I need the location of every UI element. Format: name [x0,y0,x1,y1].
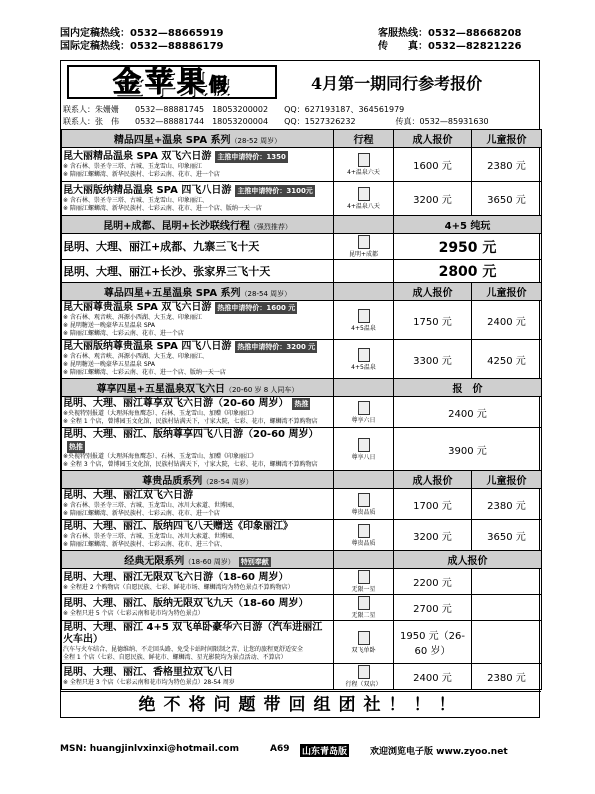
document-icon[interactable] [358,348,370,362]
combined-price: 3900 元 [394,428,542,471]
route-info [62,340,334,379]
route-info [62,148,334,182]
route-row [62,569,542,595]
route-name-text: 昆明、大理、丽江、版纳尊享四飞八日游（20-60 周岁） [63,429,319,440]
column-header-adult: 成人报价 [394,130,472,148]
document-icon[interactable] [358,596,370,610]
combined-price: 2400 元 [394,397,542,428]
edition-label: 山东青岛版 [300,744,349,757]
route-description: ※央视特别报道（大理洱海鱼鹰态）、石林、玉龙雪山、加赠《印象丽江》 ※ 全程 1 个店，曾博园玉文化馆，民族村钻满天下，寸家大院，七彩、花市，螺蛳湾不算购物店 [63,410,318,425]
column-header-child: 儿童报价 [472,283,542,301]
promo-badge: 热推 [69,443,83,451]
adult-price: 3200 元 [394,182,472,216]
itinerary-doc [334,569,394,595]
document-icon[interactable] [358,187,370,201]
route-name-text: 昆大丽精品温泉 SPA 双飞六日游 [63,150,212,162]
route-info [62,397,334,428]
route-name: 昆明、大理、丽江+成都、九寨三飞十天 [63,240,260,253]
document-icon[interactable] [358,401,370,415]
itinerary-doc [334,397,394,428]
column-header-itinerary [334,216,394,234]
section-note: （强烈推荐） [249,223,292,231]
child-price: 3650 元 [472,520,542,551]
route-name-text: 昆明、大理、丽江双飞六日游 [63,490,193,501]
section-header [62,471,542,489]
route-row [62,428,542,471]
itinerary-doc [334,260,394,283]
itinerary-doc [334,489,394,520]
column-header-child: 儿童报价 [472,471,542,489]
child-price: 2380 元 [472,489,542,520]
adult-price: 1600 元 [394,148,472,182]
route-name-text: 昆大丽版纳精品温泉 SPA 四飞八日游 [63,184,232,196]
route-name-text: 昆大丽尊贵温泉 SPA 双飞六日游 [63,302,212,313]
price-table [61,129,542,690]
route-name-text: 昆明、大理、丽江、香格里拉双飞八日 [63,666,233,678]
document-icon[interactable] [358,665,370,679]
itinerary-doc-label: 4+温泉八天 [347,203,380,210]
price-sheet [60,60,540,718]
section-header [62,551,542,569]
route-row [62,148,542,182]
itinerary-doc [334,428,394,471]
route-description: ※ 含石林、崇圣寺三塔、古城、玉龙雪山、冰川大索道、世博园、 ※ 陪丽江螺蛳湾、新华民族村、七彩云南、花市、进一个店 [63,502,238,517]
itinerary-doc [334,595,394,621]
document-icon[interactable] [358,153,370,167]
route-row [62,182,542,216]
route-name-text: 昆大丽版纳尊贵温泉 SPA 四飞八日游 [63,341,232,352]
route-info [62,260,334,283]
itinerary-doc [334,664,394,690]
section-title [62,379,334,397]
route-description: ※ 全程只进 3 个店（七彩云南和花市均为特色景点）28-54 周岁 [63,678,235,686]
adult-price: 2700 元 [394,595,472,621]
column-header-adult: 成人报价 [394,283,472,301]
section-note: （28-52 周岁） [230,137,282,145]
section-title-text: 尊享四星+五星温泉双飞六日 [96,384,225,395]
route-name [63,521,332,533]
adult-price: 1700 元 [394,489,472,520]
section-note: （20-60 岁 8 人同车） [224,386,299,394]
itinerary-doc-label: 尊享八日 [351,453,376,461]
section-header [62,216,542,234]
route-info [62,489,334,520]
route-name [63,572,332,584]
route-description: ※ 全程进 2 个购物店（自愿民族、七彩、鲜花市场、螺蛳湾均为特色景点不算购物店） [63,583,294,591]
itinerary-doc-label: 4+温泉六天 [347,169,380,176]
route-info [62,595,334,621]
route-name-text: 昆明、大理、丽江尊享双飞六日游（20-60 周岁） [63,398,289,409]
column-header-itinerary [334,471,394,489]
section-title [62,130,334,148]
document-icon[interactable] [358,493,370,507]
route-name-text: 昆明、大理、丽江 4+5 双飞单卧豪华六日游（汽车进丽江火车出） [63,622,323,645]
itinerary-doc-label: 行程（双店） [345,681,382,688]
route-name: 昆明、大理、丽江+长沙、张家界三飞十天 [63,264,271,278]
route-name [63,398,332,410]
column-header-itinerary [334,551,394,569]
child-price [472,569,542,595]
column-header-price: 报 价 [394,379,542,397]
document-icon[interactable] [358,438,370,452]
contact-line-1: 联系人：朱姗姗 0532—88881745 18053200002 QQ：627193187、364561979 [63,105,405,114]
combined-price: 2800 元 [394,260,542,283]
fax-line: 传 真：0532—82821226 [378,41,522,52]
special-tag: 特别奉献 [240,558,269,566]
itinerary-doc-label: 无限二星 [351,612,376,619]
itinerary-doc-label: 双飞单卧 [351,646,376,654]
domestic-hotline: 国内定稿热线：0532—88665919 [60,28,224,39]
itinerary-doc [334,182,394,216]
section-title [62,216,334,234]
route-row [62,595,542,621]
document-icon[interactable] [358,631,370,645]
section-title [62,283,334,301]
itinerary-doc [334,301,394,340]
route-row [62,621,542,664]
route-name [63,490,332,502]
document-icon[interactable] [358,309,370,323]
child-price [472,595,542,621]
itinerary-doc [334,148,394,182]
section-title-text: 尊品四星+五星温泉 SPA 系列 [103,288,241,299]
section-title-text: 经典无限系列 [124,556,185,567]
child-price [472,621,542,664]
column-header-itinerary: 行程 [334,130,394,148]
itinerary-doc [334,621,394,664]
adult-price: 3300 元 [394,340,472,379]
service-hotline: 客服热线：0532—88668208 [378,28,522,39]
adult-price: 2200 元 [394,569,472,595]
column-header-price: 4+5 纯玩 [394,216,542,234]
route-info [62,301,334,340]
column-header-itinerary [334,379,394,397]
itinerary-doc [334,234,394,260]
route-name-text: 昆明、大理、丽江、版纳四飞八天赠送《印象丽江》 [63,521,293,532]
route-info [62,428,334,471]
itinerary-doc [334,520,394,551]
adult-price: 1950 元（26-60 岁） [394,621,472,664]
combined-price: 2950 元 [394,234,542,260]
route-row [62,340,542,379]
itinerary-doc-label: 尊享六日 [351,416,376,424]
promo-badge: 热推申请特价：3200 元 [237,343,316,351]
route-name [63,598,332,610]
route-name [63,667,332,679]
column-header-itinerary [334,283,394,301]
route-name [63,151,332,163]
route-description: ※ 含石林、观音峡、洱源小西湖、大玉龙、印象丽江、 ※ 昆明糖送一晚豪华五星温泉 SPA ※ 陪丽江螺蛳湾、七彩云南、花市、进一个店、版纳一天一店 [63,353,226,376]
route-description: ※央视特别报道（大理洱海鱼鹰态）、石林、玉龙雪山、加赠《印象丽江》 ※ 全程 3 个店，曾博园玉文化馆，民族村钻满天下，寸家大院，七彩、花市，螺蛳湾不算购物店 [63,453,318,468]
page-number: A69 [270,744,290,754]
route-name-text: 昆明、大理、丽江无限双飞六日游（18-60 周岁） [63,571,289,583]
promo-badge: 主推申请特价：3100元 [237,186,313,195]
route-row [62,489,542,520]
route-info [62,664,334,690]
contact-line-2: 联系人：张 伟 0532—88881744 18053200004 QQ：1527326232 传真：0532—85931630 [63,117,489,126]
route-description: ※ 含石林、崇圣寺三塔、古城、玉龙雪山、印象丽江、 ※ 陪丽江螺蛳湾、新华民族村、七彩云南、花市、进一个店、版纳一天一店 [63,196,262,212]
slogan: 绝不将问题带回组团社！！！ [61,691,541,717]
itinerary-doc-label: 无限一星 [351,586,376,593]
document-icon[interactable] [358,524,370,538]
route-row [62,301,542,340]
route-row [62,520,542,551]
msn-contact: MSN: huangjinlvxinxi@hotmail.com [60,744,239,754]
route-description: ※ 含石林、观音峡、洱源小西湖、大玉龙、印象丽江 ※ 昆明糖送一晚豪华五星温泉 SPA ※ 陪丽江螺蛳湾、七彩云南、花市、进一个店 [63,314,202,337]
route-name [63,185,332,197]
route-name-text: 昆明、大理、丽江、版纳无限双飞九天（18-60 周岁） [63,597,309,609]
column-header-price: 成人报价 [394,551,542,569]
route-info [62,621,334,664]
route-description: ※ 全程只进 5 个店（七彩云南和花市均为特色景点） [63,609,204,617]
section-title [62,471,334,489]
route-info [62,520,334,551]
route-description: 汽车与火车结合、昆德维纳、不走回头路、免受卡站时间限制之苦、让您的旅程更舒适安全 全程 1 个店（七彩、自愿民族、鲜花市、螺蛳湾、星光影院均为景点活动、不算店） [63,646,304,661]
adult-price: 2400 元 [394,664,472,690]
route-info [62,569,334,595]
route-name [63,622,332,646]
section-note: （18-60 周岁） [184,558,235,566]
child-price: 3650 元 [472,182,542,216]
route-row [62,397,542,428]
route-info [62,182,334,216]
route-name [63,429,332,453]
section-header [62,283,542,301]
section-header [62,379,542,397]
route-row [62,664,542,690]
section-title-text: 尊贵品质系列 [142,476,203,487]
itinerary-doc-label: 4+5温泉 [351,363,376,371]
section-note: （28-54 周岁） [240,290,292,298]
itinerary-doc-label: 尊贵品质 [351,539,376,547]
column-header-child: 儿童报价 [472,130,542,148]
route-info [62,234,334,260]
child-price: 2400 元 [472,301,542,340]
website-note: 欢迎浏览电子版 www.zyoo.net [370,747,508,757]
intl-hotline: 国际定稿热线：0532—88886179 [60,41,224,52]
brand-logo: 金苹果假 [67,65,277,99]
route-name [63,341,332,353]
itinerary-doc-label: 昆明+成都 [348,251,379,258]
document-icon[interactable] [358,235,370,249]
promo-badge: 主推申请特价：1350 [217,152,286,161]
adult-price: 3200 元 [394,520,472,551]
child-price: 4250 元 [472,340,542,379]
route-description: ※ 含石林、崇圣寺三塔、古城、玉龙雪山、印象丽江 ※ 陪丽江螺蛳湾、新华民族村、七彩云南、花市、进一个店 [63,162,220,178]
route-name [63,302,332,314]
route-description: ※ 含石林、崇圣寺三塔、古城、玉龙雪山、冰川大索道、世博园、 ※ 陪丽江螺蛳湾、新华民族村、七彩云南、花市、进三个店、 [63,533,238,548]
section-note: （28-54 周岁） [202,478,253,486]
document-icon[interactable] [358,570,370,584]
section-title-text: 昆明+成都、昆明+长沙联线行程 [103,221,250,232]
child-price: 2380 元 [472,664,542,690]
section-title [62,551,334,569]
adult-price: 1750 元 [394,301,472,340]
itinerary-doc-label: 尊贵品质 [351,508,376,516]
child-price: 2380 元 [472,148,542,182]
route-row [62,260,542,283]
column-header-adult: 成人报价 [394,471,472,489]
page-title: 4月第一期同行参考报价 [311,74,483,93]
section-title-text: 精品四星+温泉 SPA 系列 [113,135,231,146]
promo-badge: 热推申请特价：1600 元 [217,304,296,312]
route-row [62,234,542,260]
itinerary-doc [334,340,394,379]
section-header [62,130,542,148]
itinerary-doc-label: 4+5温泉 [351,324,376,332]
promo-badge: 热推 [294,400,309,408]
